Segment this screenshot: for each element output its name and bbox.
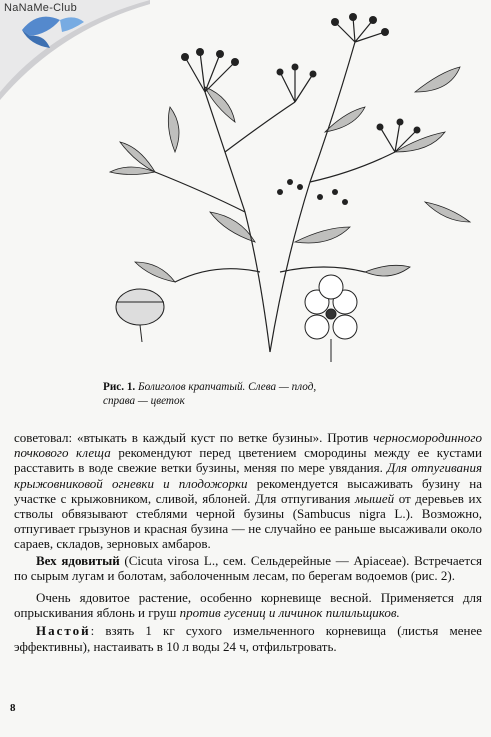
watermark-text: NaNaMe-Club (4, 2, 77, 14)
recipe-label: Настой (36, 623, 91, 639)
main-text (14, 430, 482, 654)
text-run: советовал: «втыкать в каждый куст по ветке бузины». Против (14, 430, 374, 445)
text-run: от деревьев их стволы обвязывают стеблями черной бузины (Sambucus nigra L.). Возможно, отпугивает грызунов и красная бузина — не случайно ее раньше высаживали около сараев, складов, зерновых амбаров. (14, 490, 482, 552)
italic-run: Для отпугивания крыжовниковой огневки и плодожорки (14, 460, 482, 491)
text-run: Очень ядовитое растение, особенно корневище весной. Применяется для опрыскивания яблонь и груш (14, 590, 482, 621)
text-run: рекомендуется высаживать бузину на участке с крыжовником, сливой, яблоней. Для отпугивания (14, 475, 483, 506)
text-run: рекомендуют перед цветением смородины между ее кустами расставить в воде свежие ветки бузины, меняя по мере увядания. (14, 445, 482, 476)
italic-run: черносмородинного почкового клеща (14, 430, 482, 461)
paragraph-1 (14, 430, 482, 552)
italic-run: мышей (354, 490, 395, 506)
italic-run: против гусениц и личинок пилильщиков. (179, 605, 400, 621)
page-number: 8 (10, 702, 16, 714)
text-run: : взять 1 кг сухого измельченного корневища (листья менее эффективны), настаивать в 10 л воды 24 ч, отфильтровать. (14, 623, 482, 654)
text-run: (Cicuta virosa L., сем. Сельдерейные — Apiaceae). Встречается по сырым лугам и болотам, заболоченным лесам, по берегам водоемов (рис. 2). (14, 552, 482, 583)
paragraph-2 (14, 553, 482, 583)
term-heading: Вех ядовитый (36, 552, 120, 568)
figure-caption (103, 380, 403, 408)
caption-label: Рис. 1. (103, 381, 136, 393)
paragraph-4 (14, 623, 482, 653)
plant-illustration (95, 2, 490, 374)
caption-text-line1: Болиголов крапчатый. Слева — плод, (138, 381, 317, 393)
caption-text-line2: справа — цветок (103, 395, 185, 407)
paragraph-3 (14, 590, 482, 620)
